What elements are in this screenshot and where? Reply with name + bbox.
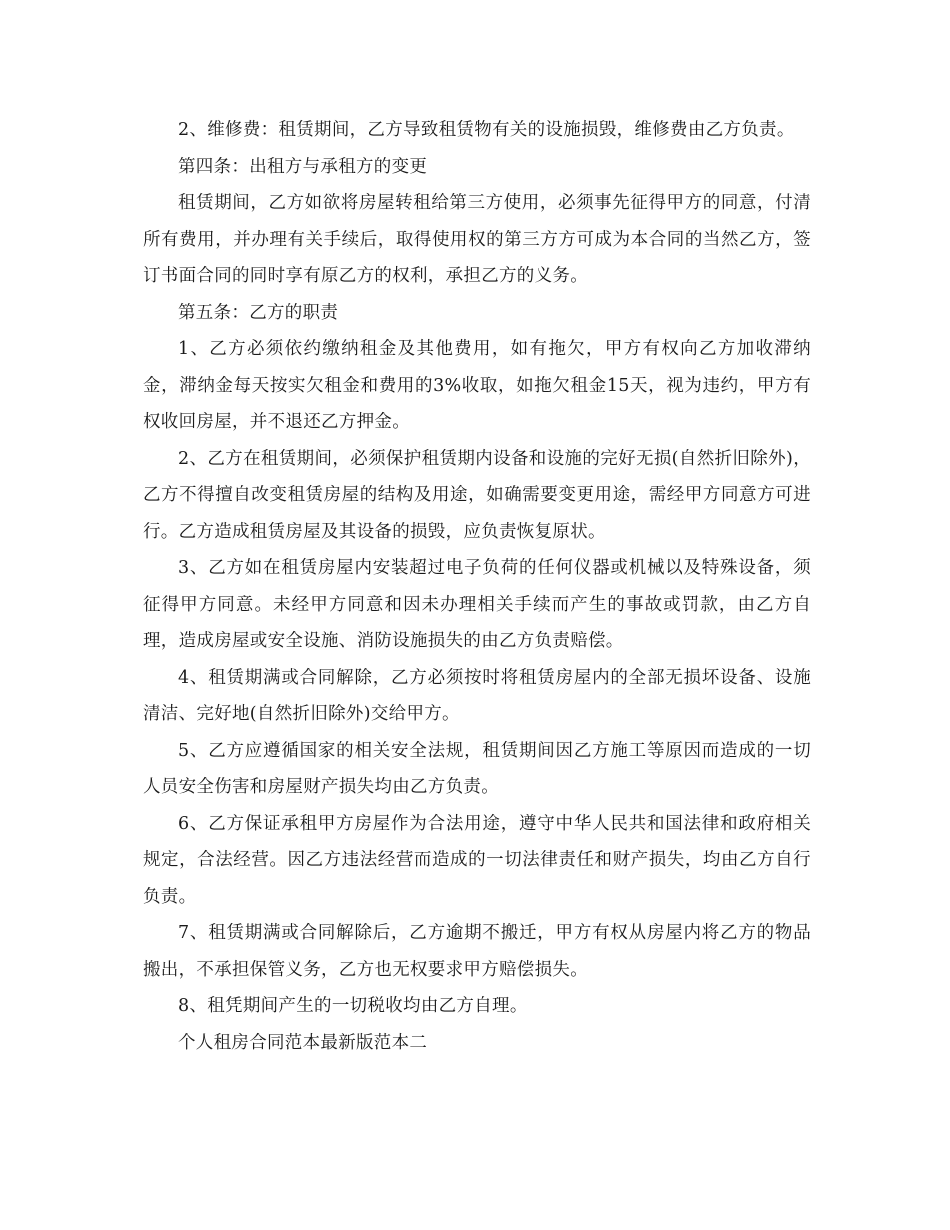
heading-article-5: 第五条：乙方的职责 xyxy=(178,302,339,323)
paragraph-duty-7: 7、租赁期满或合同解除后，乙方逾期不搬迁，甲方有权从房屋内将乙方的物品搬出，不承担保管义务，乙方也无权要求甲方赔偿损失。 xyxy=(143,923,811,980)
section-title-template-2: 个人租房合同范本最新版范本二 xyxy=(178,1032,428,1053)
paragraph-duty-2: 2、乙方在租赁期间，必须保护租赁期内设备和设施的完好无损(自然折旧除外)，乙方不得擅自改变租赁房屋的结构及用途，如确需要变更用途，需经甲方同意方可进行。乙方造成租赁房屋及其设备的损毁，应负责恢复原状。 xyxy=(143,448,811,542)
paragraph-duty-5: 5、乙方应遵循国家的相关安全法规，租赁期间因乙方施工等原因而造成的一切人员安全伤害和房屋财产损失均由乙方负责。 xyxy=(143,740,811,797)
document-body xyxy=(143,112,811,1061)
paragraph-duty-3: 3、乙方如在租赁房屋内安装超过电子负荷的任何仪器或机械以及特殊设备，须征得甲方同意。未经甲方同意和因未办理相关手续而产生的事故或罚款，由乙方自理，造成房屋或安全设施、消防设施损失的由乙方负责赔偿。 xyxy=(143,558,811,651)
paragraph-sublease: 租赁期间，乙方如欲将房屋转租给第三方使用，必须事先征得甲方的同意，付清所有费用，并办理有关手续后，取得使用权的第三方方可成为本合同的当然乙方，签订书面合同的同时享有原乙方的权利，承担乙方的义务。 xyxy=(143,193,811,286)
paragraph-duty-1: 1、乙方必须依约缴纳租金及其他费用，如有拖欠，甲方有权向乙方加收滞纳金，滞纳金每天按实欠租金和费用的3%收取，如拖欠租金15天，视为违约，甲方有权收回房屋，并不退还乙方押金。 xyxy=(143,339,811,432)
heading-article-4: 第四条：出租方与承租方的变更 xyxy=(178,156,428,177)
paragraph-duty-4: 4、租赁期满或合同解除，乙方必须按时将租赁房屋内的全部无损坏设备、设施清洁、完好地(自然折旧除外)交给甲方。 xyxy=(143,667,811,724)
paragraph-duty-6: 6、乙方保证承租甲方房屋作为合法用途，遵守中华人民共和国法律和政府相关规定，合法经营。因乙方违法经营而造成的一切法律责任和财产损失，均由乙方自行负责。 xyxy=(143,813,811,907)
paragraph-duty-8: 8、租凭期间产生的一切税收均由乙方自理。 xyxy=(178,996,528,1016)
paragraph-repair-fee: 2、维修费：租赁期间，乙方导致租赁物有关的设施损毁，维修费由乙方负责。 xyxy=(178,120,795,140)
